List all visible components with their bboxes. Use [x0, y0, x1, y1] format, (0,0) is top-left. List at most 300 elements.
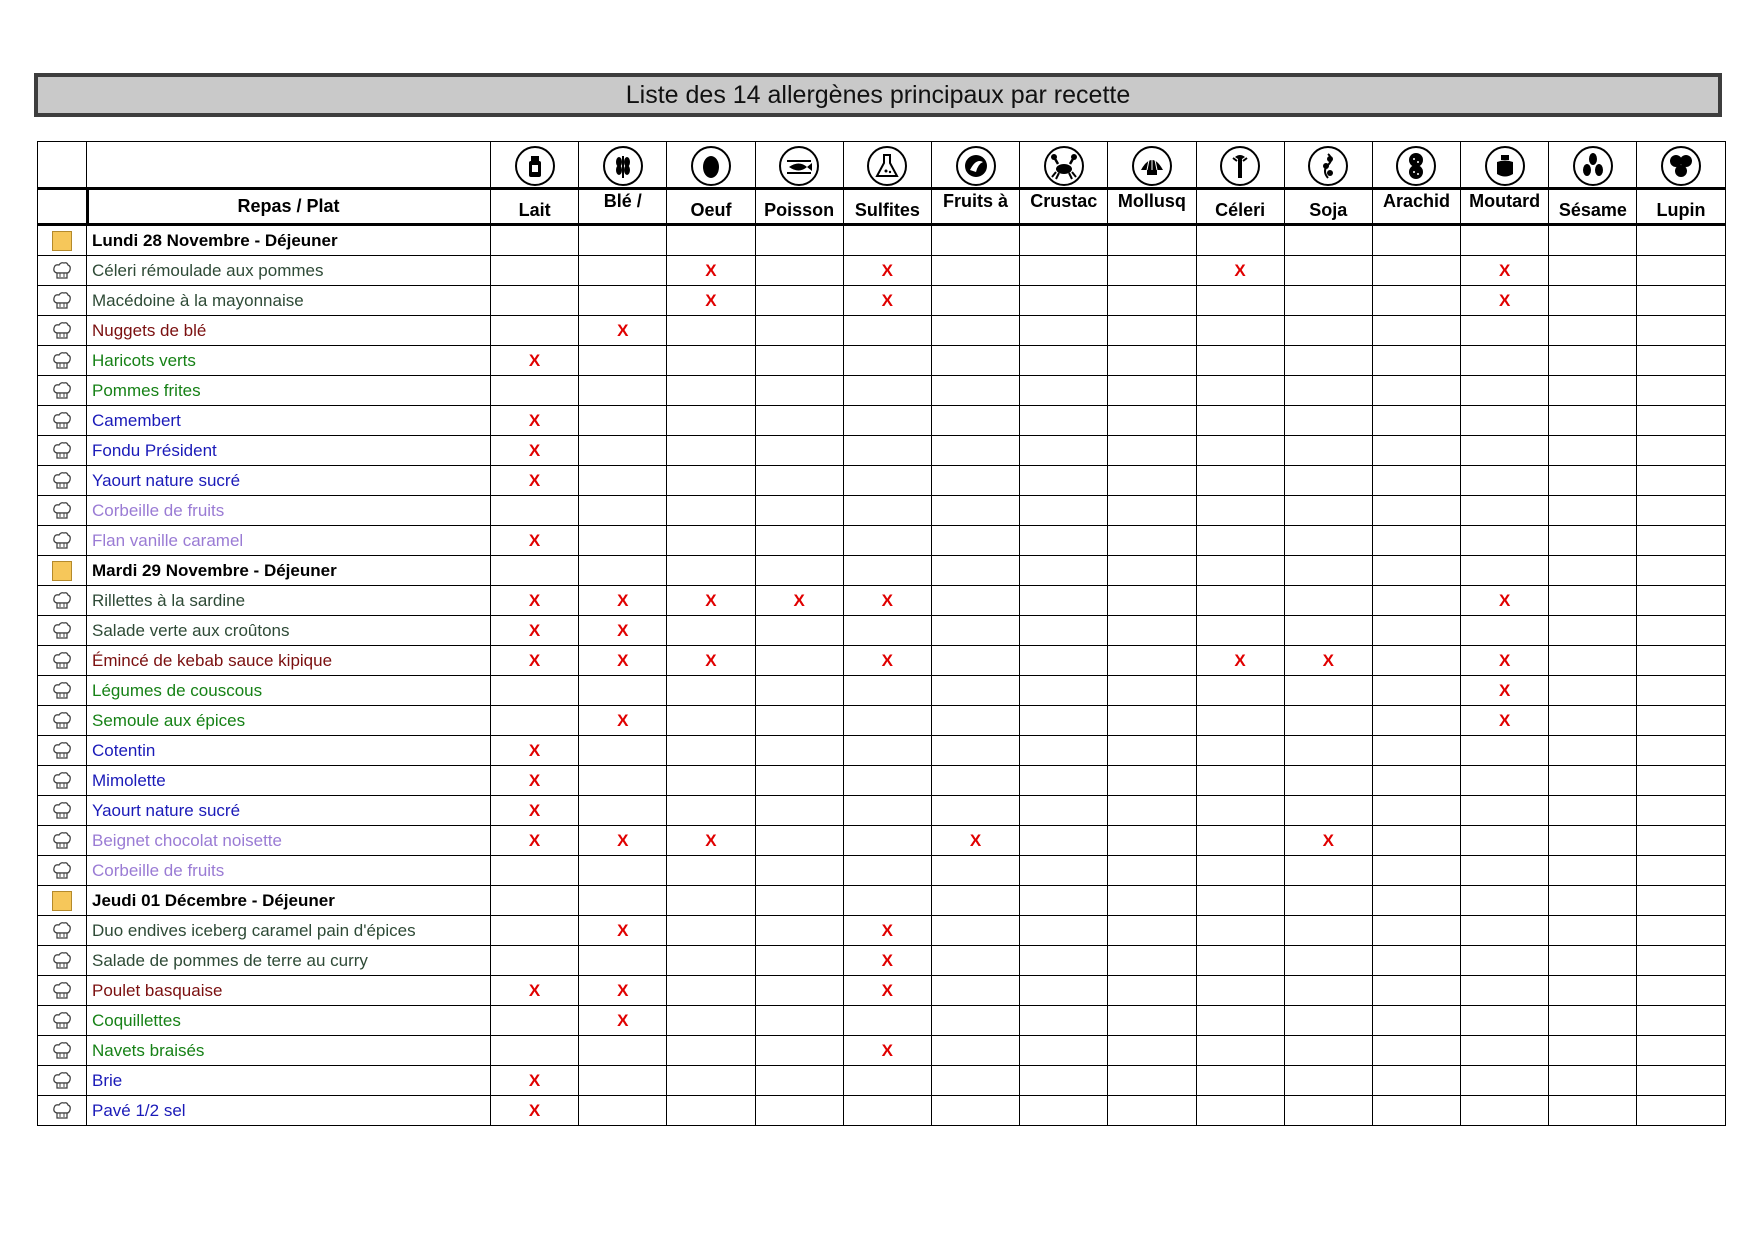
allergen-cell: [491, 1006, 579, 1036]
allergen-mark: X: [1461, 586, 1549, 616]
soy-icon: [1308, 146, 1348, 186]
dish-row: [38, 856, 1726, 886]
chef-hat-icon: [52, 860, 72, 879]
allergen-cell: [843, 766, 931, 796]
allergen-cell: [579, 856, 667, 886]
allergen-cell: [579, 436, 667, 466]
allergen-cell: [843, 856, 931, 886]
allergen-cell: [931, 766, 1019, 796]
dish-name: Yaourt nature sucré: [87, 796, 491, 826]
allergen-cell: [931, 646, 1019, 676]
allergen-cell: [667, 886, 755, 916]
allergen-cell: [1549, 376, 1637, 406]
allergen-cell: [931, 616, 1019, 646]
day-row: [38, 226, 1726, 256]
allergen-mark: X: [579, 976, 667, 1006]
allergen-cell: [755, 856, 843, 886]
allergen-table: [37, 141, 1726, 1126]
crab-icon: [1044, 146, 1084, 186]
allergen-cell: [755, 646, 843, 676]
allergen-mark: X: [1196, 646, 1284, 676]
allergen-mark: X: [491, 1096, 579, 1126]
allergen-cell: [1196, 1096, 1284, 1126]
allergen-cell: [1020, 556, 1108, 586]
allergen-mark: X: [1461, 286, 1549, 316]
allergen-mark: X: [491, 766, 579, 796]
page-title: Liste des 14 allergènes principaux par recette: [34, 73, 1722, 117]
allergen-cell: [843, 826, 931, 856]
allergen-cell: [843, 466, 931, 496]
allergen-cell: [1020, 826, 1108, 856]
allergen-cell: [1196, 496, 1284, 526]
chef-hat-icon: [52, 530, 72, 549]
allergen-cell: [491, 496, 579, 526]
allergen-cell: [1372, 346, 1460, 376]
allergen-cell: [1549, 976, 1637, 1006]
row-icon-cell: [38, 616, 87, 646]
allergen-cell: [843, 346, 931, 376]
allergen-cell: [1196, 826, 1284, 856]
allergen-cell: [755, 676, 843, 706]
allergen-cell: [667, 376, 755, 406]
allergen-cell: [1196, 586, 1284, 616]
allergen-icon-cell: [843, 142, 931, 188]
day-label: Jeudi 01 Décembre - Déjeuner: [87, 886, 491, 916]
allergen-cell: [1461, 886, 1549, 916]
allergen-cell: [931, 976, 1019, 1006]
allergen-cell: [1108, 676, 1196, 706]
allergen-cell: [1637, 406, 1725, 436]
dish-name: Corbeille de fruits: [87, 496, 491, 526]
day-label: Mardi 29 Novembre - Déjeuner: [87, 556, 491, 586]
allergen-cell: [1372, 706, 1460, 736]
allergen-cell: [1461, 916, 1549, 946]
allergen-cell: [755, 616, 843, 646]
allergen-cell: [931, 676, 1019, 706]
allergen-cell: [579, 736, 667, 766]
allergen-mark: X: [843, 646, 931, 676]
allergen-cell: [1020, 226, 1108, 256]
allergen-cell: [1108, 346, 1196, 376]
dish-row: [38, 526, 1726, 556]
allergen-cell: [667, 226, 755, 256]
allergen-mark: X: [1461, 646, 1549, 676]
allergen-cell: [1372, 646, 1460, 676]
chef-hat-icon: [52, 410, 72, 429]
day-marker-icon: [52, 891, 72, 911]
allergen-cell: [667, 436, 755, 466]
allergen-cell: [1461, 796, 1549, 826]
allergen-cell: [1461, 496, 1549, 526]
row-icon-cell: [38, 226, 87, 256]
chef-hat-icon: [52, 470, 72, 489]
allergen-cell: [1637, 496, 1725, 526]
allergen-icon-cell: [1372, 142, 1460, 188]
row-icon-cell: [38, 1006, 87, 1036]
allergen-icon-cell: [1196, 142, 1284, 188]
row-icon-cell: [38, 946, 87, 976]
allergen-cell: [1108, 796, 1196, 826]
allergen-mark: X: [667, 286, 755, 316]
allergen-header: Soja: [1284, 188, 1372, 226]
allergen-cell: [1549, 856, 1637, 886]
allergen-cell: [755, 556, 843, 586]
allergen-cell: [667, 1006, 755, 1036]
allergen-cell: [755, 706, 843, 736]
allergen-mark: X: [667, 826, 755, 856]
dish-name: Duo endives iceberg caramel pain d'épices: [87, 916, 491, 946]
allergen-cell: [1020, 586, 1108, 616]
allergen-cell: [1461, 946, 1549, 976]
allergen-cell: [1637, 256, 1725, 286]
allergen-cell: [1284, 706, 1372, 736]
allergen-cell: [931, 286, 1019, 316]
allergen-cell: [1196, 286, 1284, 316]
allergen-cell: [755, 766, 843, 796]
allergen-cell: [1549, 496, 1637, 526]
row-icon-cell: [38, 856, 87, 886]
allergen-cell: [667, 316, 755, 346]
allergen-mark: X: [579, 316, 667, 346]
allergen-cell: [755, 736, 843, 766]
allergen-cell: [1020, 976, 1108, 1006]
allergen-cell: [1108, 826, 1196, 856]
chef-hat-icon: [52, 680, 72, 699]
allergen-cell: [1108, 316, 1196, 346]
allergen-cell: [1196, 1066, 1284, 1096]
allergen-cell: [491, 916, 579, 946]
allergen-cell: [491, 946, 579, 976]
row-icon-cell: [38, 826, 87, 856]
allergen-mark: X: [579, 616, 667, 646]
allergen-cell: [1108, 736, 1196, 766]
allergen-cell: [931, 556, 1019, 586]
allergen-cell: [1108, 586, 1196, 616]
peanut-icon: [1396, 146, 1436, 186]
allergen-cell: [491, 556, 579, 586]
allergen-cell: [1549, 316, 1637, 346]
allergen-cell: [491, 286, 579, 316]
allergen-mark: X: [843, 1036, 931, 1066]
chef-hat-icon: [52, 350, 72, 369]
allergen-cell: [755, 466, 843, 496]
allergen-cell: [1372, 766, 1460, 796]
allergen-cell: [491, 1036, 579, 1066]
allergen-cell: [1196, 226, 1284, 256]
allergen-cell: [1461, 1096, 1549, 1126]
allergen-cell: [1108, 616, 1196, 646]
allergen-cell: [1461, 1066, 1549, 1096]
allergen-mark: X: [579, 586, 667, 616]
row-icon-cell: [38, 886, 87, 916]
allergen-cell: [1637, 886, 1725, 916]
allergen-cell: [1020, 946, 1108, 976]
allergen-cell: [1020, 706, 1108, 736]
row-icon-cell: [38, 406, 87, 436]
allergen-cell: [1637, 646, 1725, 676]
allergen-cell: [1461, 766, 1549, 796]
allergen-cell: [1196, 736, 1284, 766]
allergen-icon-cell: [1637, 142, 1725, 188]
allergen-header: Lait: [491, 188, 579, 226]
allergen-cell: [1637, 376, 1725, 406]
chef-hat-icon: [52, 980, 72, 999]
allergen-cell: [1637, 556, 1725, 586]
allergen-header: Fruits à: [931, 188, 1019, 226]
allergen-cell: [931, 886, 1019, 916]
allergen-cell: [667, 916, 755, 946]
allergen-cell: [579, 766, 667, 796]
allergen-cell: [1549, 466, 1637, 496]
row-icon-cell: [38, 316, 87, 346]
dish-column-header: Repas / Plat: [87, 188, 491, 226]
allergen-icon-cell: [1020, 142, 1108, 188]
allergen-mark: X: [843, 976, 931, 1006]
row-icon-cell: [38, 706, 87, 736]
allergen-cell: [1284, 376, 1372, 406]
dish-name: Navets braisés: [87, 1036, 491, 1066]
allergen-mark: X: [579, 916, 667, 946]
allergen-cell: [843, 1006, 931, 1036]
allergen-cell: [755, 1006, 843, 1036]
dish-row: [38, 706, 1726, 736]
chef-hat-icon: [52, 800, 72, 819]
allergen-mark: X: [491, 646, 579, 676]
chef-hat-icon: [52, 320, 72, 339]
allergen-cell: [755, 946, 843, 976]
allergen-cell: [931, 376, 1019, 406]
allergen-cell: [1284, 286, 1372, 316]
allergen-cell: [1637, 346, 1725, 376]
allergen-cell: [1461, 736, 1549, 766]
allergen-cell: [1108, 916, 1196, 946]
row-icon-cell: [38, 286, 87, 316]
allergen-cell: [755, 1036, 843, 1066]
allergen-cell: [1284, 1036, 1372, 1066]
allergen-cell: [755, 346, 843, 376]
allergen-cell: [843, 676, 931, 706]
dish-name: Pavé 1/2 sel: [87, 1096, 491, 1126]
allergen-cell: [1196, 796, 1284, 826]
allergen-cell: [1284, 556, 1372, 586]
allergen-cell: [1372, 916, 1460, 946]
allergen-cell: [579, 886, 667, 916]
dish-row: [38, 586, 1726, 616]
dish-row: [38, 286, 1726, 316]
allergen-cell: [1020, 616, 1108, 646]
allergen-cell: [755, 436, 843, 466]
allergen-cell: [579, 556, 667, 586]
allergen-cell: [843, 706, 931, 736]
allergen-mark: X: [491, 346, 579, 376]
allergen-cell: [1637, 676, 1725, 706]
allergen-cell: [491, 676, 579, 706]
chef-hat-icon: [52, 950, 72, 969]
allergen-cell: [1284, 916, 1372, 946]
allergen-cell: [931, 1036, 1019, 1066]
allergen-cell: [1372, 406, 1460, 436]
dish-row: [38, 976, 1726, 1006]
allergen-cell: [1020, 376, 1108, 406]
allergen-cell: [1549, 526, 1637, 556]
allergen-cell: [1020, 1036, 1108, 1066]
allergen-cell: [667, 346, 755, 376]
allergen-cell: [491, 886, 579, 916]
allergen-icon-cell: [1461, 142, 1549, 188]
allergen-cell: [1020, 316, 1108, 346]
allergen-cell: [1196, 886, 1284, 916]
allergen-header: Sésame: [1549, 188, 1637, 226]
allergen-cell: [1284, 316, 1372, 346]
allergen-cell: [579, 256, 667, 286]
allergen-icon-cell: [579, 142, 667, 188]
allergen-cell: [1637, 706, 1725, 736]
allergen-cell: [1637, 916, 1725, 946]
dish-name: Céleri rémoulade aux pommes: [87, 256, 491, 286]
allergen-cell: [667, 766, 755, 796]
allergen-cell: [667, 736, 755, 766]
allergen-cell: [931, 436, 1019, 466]
allergen-cell: [1372, 826, 1460, 856]
row-icon-cell: [38, 256, 87, 286]
allergen-cell: [1284, 436, 1372, 466]
allergen-mark: X: [1461, 256, 1549, 286]
chef-hat-icon: [52, 1010, 72, 1029]
chef-hat-icon: [52, 290, 72, 309]
allergen-cell: [1196, 616, 1284, 646]
allergen-cell: [579, 946, 667, 976]
chef-hat-icon: [52, 650, 72, 669]
allergen-cell: [667, 556, 755, 586]
dish-name: Nuggets de blé: [87, 316, 491, 346]
allergen-cell: [931, 736, 1019, 766]
allergen-cell: [667, 946, 755, 976]
dish-row: [38, 616, 1726, 646]
allergen-header: Céleri: [1196, 188, 1284, 226]
allergen-cell: [579, 346, 667, 376]
allergen-cell: [1549, 586, 1637, 616]
allergen-cell: [1196, 976, 1284, 1006]
allergen-cell: [843, 796, 931, 826]
allergen-cell: [1108, 256, 1196, 286]
allergen-mark: X: [491, 1066, 579, 1096]
allergen-cell: [667, 856, 755, 886]
allergen-cell: [755, 286, 843, 316]
allergen-cell: [1020, 1096, 1108, 1126]
chef-hat-icon: [52, 590, 72, 609]
allergen-cell: [1549, 616, 1637, 646]
mustard-icon: [1485, 146, 1525, 186]
allergen-cell: [843, 406, 931, 436]
allergen-cell: [667, 466, 755, 496]
allergen-header: Sulfites: [843, 188, 931, 226]
allergen-cell: [931, 856, 1019, 886]
chef-hat-icon: [52, 830, 72, 849]
celery-icon: [1220, 146, 1260, 186]
allergen-cell: [1461, 1006, 1549, 1036]
dish-name: Camembert: [87, 406, 491, 436]
allergen-mark: X: [843, 586, 931, 616]
allergen-cell: [755, 1066, 843, 1096]
allergen-cell: [1108, 706, 1196, 736]
allergen-mark: X: [491, 826, 579, 856]
allergen-header: Arachid: [1372, 188, 1460, 226]
dish-row: [38, 796, 1726, 826]
allergen-cell: [1020, 646, 1108, 676]
chef-hat-icon: [52, 770, 72, 789]
dish-row: [38, 916, 1726, 946]
allergen-cell: [843, 436, 931, 466]
chef-hat-icon: [52, 1040, 72, 1059]
allergen-cell: [1196, 1036, 1284, 1066]
allergen-cell: [491, 226, 579, 256]
allergen-cell: [579, 1066, 667, 1096]
allergen-cell: [1549, 826, 1637, 856]
allergen-mark: X: [1284, 646, 1372, 676]
allergen-cell: [1020, 736, 1108, 766]
allergen-cell: [1549, 1036, 1637, 1066]
allergen-icon-cell: [667, 142, 755, 188]
allergen-mark: X: [843, 286, 931, 316]
allergen-cell: [1020, 676, 1108, 706]
allergen-cell: [1549, 1006, 1637, 1036]
allergen-cell: [1637, 526, 1725, 556]
allergen-cell: [843, 376, 931, 406]
allergen-cell: [1108, 436, 1196, 466]
dish-name: Salade verte aux croûtons: [87, 616, 491, 646]
allergen-mark: X: [579, 646, 667, 676]
allergen-cell: [1549, 736, 1637, 766]
allergen-cell: [1284, 886, 1372, 916]
allergen-cell: [755, 226, 843, 256]
allergen-cell: [755, 976, 843, 1006]
allergen-cell: [1372, 556, 1460, 586]
allergen-cell: [1637, 436, 1725, 466]
allergen-cell: [931, 406, 1019, 436]
row-icon-cell: [38, 1096, 87, 1126]
allergen-cell: [579, 1096, 667, 1126]
allergen-cell: [1196, 676, 1284, 706]
allergen-cell: [755, 916, 843, 946]
allergen-cell: [1196, 406, 1284, 436]
allergen-cell: [1108, 1036, 1196, 1066]
chef-hat-icon: [52, 500, 72, 519]
wheat-icon: [603, 146, 643, 186]
allergen-cell: [1108, 466, 1196, 496]
allergen-cell: [931, 316, 1019, 346]
allergen-cell: [843, 316, 931, 346]
allergen-cell: [491, 376, 579, 406]
allergen-cell: [1549, 676, 1637, 706]
allergen-cell: [1284, 1006, 1372, 1036]
dish-name: Semoule aux épices: [87, 706, 491, 736]
allergen-cell: [1637, 586, 1725, 616]
allergen-cell: [1637, 1096, 1725, 1126]
allergen-mark: X: [1196, 256, 1284, 286]
dish-row: [38, 946, 1726, 976]
allergen-cell: [579, 1036, 667, 1066]
allergen-cell: [1372, 466, 1460, 496]
allergen-cell: [1372, 1006, 1460, 1036]
allergen-cell: [755, 496, 843, 526]
allergen-cell: [1108, 646, 1196, 676]
dish-name: Yaourt nature sucré: [87, 466, 491, 496]
allergen-cell: [1284, 1096, 1372, 1126]
allergen-cell: [1372, 676, 1460, 706]
chef-hat-icon: [52, 710, 72, 729]
allergen-cell: [1284, 796, 1372, 826]
row-icon-cell: [38, 436, 87, 466]
